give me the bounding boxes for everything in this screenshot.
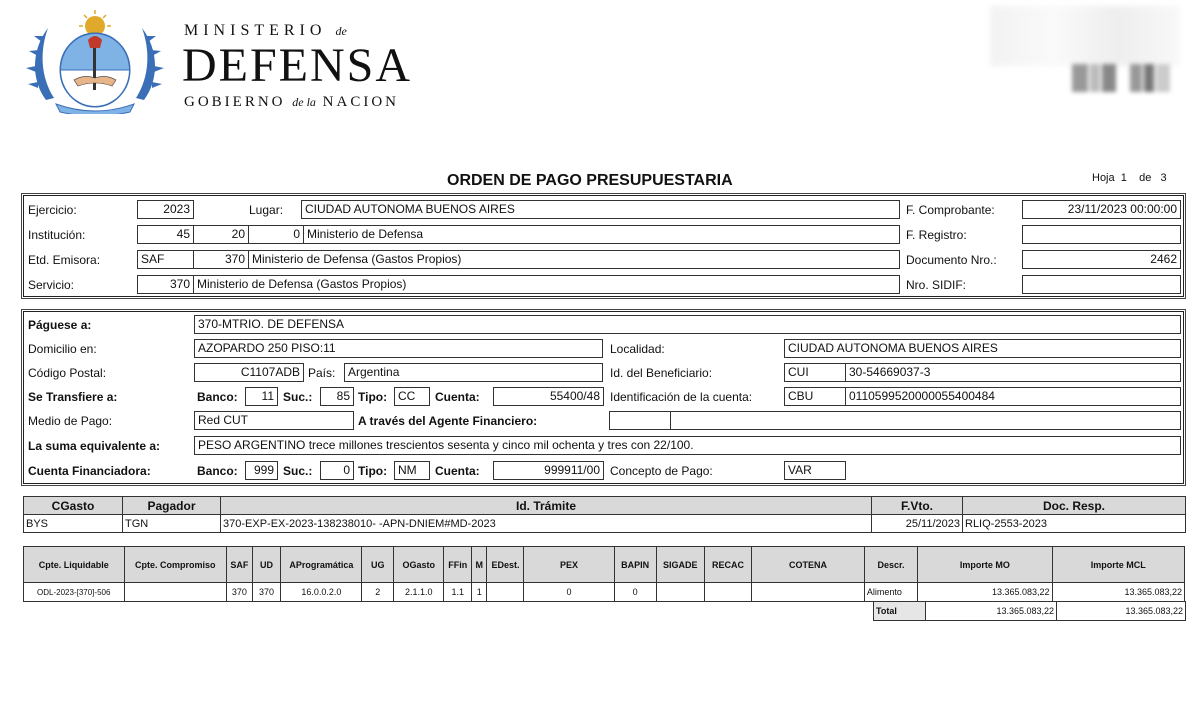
id-beneficiario-field: 30-54669037-3 (845, 363, 1181, 382)
org-line-3-a: GOBIERNO (184, 94, 286, 110)
imputacion-header-row (24, 547, 1185, 583)
th-id-tramite: Id. Trámite (221, 497, 872, 515)
cell-ud: 370 (252, 583, 281, 602)
th-recac: RECAC (704, 547, 751, 583)
cell-ogasto: 2.1.1.0 (394, 583, 444, 602)
org-line-3-c: NACION (322, 94, 400, 110)
lugar-field: CIUDAD AUTONOMA BUENOS AIRES (301, 200, 900, 219)
f-registro-field (1022, 225, 1181, 244)
total-table (873, 601, 1186, 621)
org-line-3 (184, 94, 399, 111)
id-beneficiario-label: Id. del Beneficiario: (610, 366, 713, 380)
th-ud: UD (252, 547, 281, 583)
cf-cuenta-label: Cuenta: (435, 464, 480, 478)
lugar-label: Lugar: (249, 203, 284, 217)
documento-field: 2462 (1022, 250, 1181, 269)
cell-cpte-compromiso (124, 583, 227, 602)
org-line-1-suffix: de (335, 24, 347, 38)
cell-pex: 0 (524, 583, 614, 602)
documento-label: Documento Nro.: (906, 253, 997, 267)
paguese-field: 370-MTRIO. DE DEFENSA (194, 315, 1181, 334)
cell-id-tramite: 370-EXP-EX-2023-138238010- -APN-DNIEM#MD-2023 (221, 515, 872, 533)
th-doc-resp: Doc. Resp. (963, 497, 1186, 515)
cell-f-vto: 25/11/2023 (872, 515, 963, 533)
total-importe-mo: 13.365.083,22 (926, 602, 1057, 621)
cell-descr: Alimento (864, 583, 917, 602)
imputacion-table (23, 546, 1185, 602)
etd-label: Etd. Emisora: (28, 253, 101, 267)
tipo-label: Tipo: (358, 390, 388, 404)
th-edest: EDest. (487, 547, 524, 583)
cuenta-financiadora-label: Cuenta Financiadora: (28, 464, 151, 478)
id-cuenta-type: CBU (784, 387, 846, 406)
ejercicio-field: 2023 (137, 200, 194, 219)
org-line-3-b: de la (292, 95, 316, 109)
suc-field: 85 (320, 387, 354, 406)
de-label: de (1139, 172, 1152, 184)
institucion-c: 0 (248, 225, 304, 244)
cell-ffin: 1.1 (444, 583, 472, 602)
concepto-field: VAR (784, 461, 846, 480)
cf-suc-label: Suc.: (283, 464, 313, 478)
pais-field: Argentina (344, 363, 603, 382)
agente-label: A través del Agente Financiero: (358, 414, 538, 428)
th-ogasto: OGasto (394, 547, 444, 583)
tramite-header-row (24, 497, 1186, 515)
transfiere-label: Se Transfiere a: (28, 390, 118, 404)
servicio-label: Servicio: (28, 278, 75, 292)
id-cuenta-label: Identificación de la cuenta: (610, 390, 753, 404)
servicio-name: Ministerio de Defensa (Gastos Propios) (193, 275, 900, 294)
org-line-2: DEFENSA (182, 39, 413, 92)
th-cotena: COTENA (752, 547, 865, 583)
sidif-field (1022, 275, 1181, 294)
domicilio-label: Domicilio en: (28, 342, 97, 356)
th-pagador: Pagador (123, 497, 221, 515)
cell-edest (487, 583, 524, 602)
agente-field-a (609, 411, 671, 430)
cuenta-field: 55400/48 (493, 387, 604, 406)
etd-a: SAF (137, 250, 194, 269)
cell-aprogramatica: 16.0.0.2.0 (281, 583, 362, 602)
institucion-a: 45 (137, 225, 194, 244)
medio-pago-field: Red CUT (194, 411, 354, 430)
cf-cuenta-field: 999911/00 (493, 461, 604, 480)
document-title: ORDEN DE PAGO PRESUPUESTARIA (447, 172, 733, 189)
cf-banco-field: 999 (245, 461, 278, 480)
cf-tipo-label: Tipo: (358, 464, 388, 478)
f-comprobante-field: 23/11/2023 00:00:00 (1022, 200, 1181, 219)
cell-importe-mcl: 13.365.083,22 (1052, 583, 1184, 602)
cell-doc-resp: RLIQ-2553-2023 (963, 515, 1186, 533)
coat-of-arms-icon (26, 10, 164, 114)
f-registro-label: F. Registro: (906, 228, 967, 242)
pais-label: País: (308, 366, 336, 380)
cuenta-label: Cuenta: (435, 390, 480, 404)
hoja-label: Hoja (1092, 172, 1115, 184)
banco-field: 11 (245, 387, 278, 406)
org-line-1-text: MINISTERIO (184, 22, 327, 39)
th-pex: PEX (524, 547, 614, 583)
localidad-field: CIUDAD AUTONOMA BUENOS AIRES (784, 339, 1181, 358)
servicio-code: 370 (137, 275, 194, 294)
th-ffin: FFin (444, 547, 472, 583)
cell-pagador: TGN (123, 515, 221, 533)
table-row (24, 583, 1185, 602)
cell-sigade (656, 583, 704, 602)
sidif-label: Nro. SIDIF: (906, 278, 967, 292)
agente-field-b (670, 411, 1181, 430)
cell-importe-mo: 13.365.083,22 (918, 583, 1052, 602)
org-line-1 (184, 22, 347, 40)
id-beneficiario-type: CUI (784, 363, 846, 382)
institucion-name: Ministerio de Defensa (303, 225, 900, 244)
cell-recac (704, 583, 751, 602)
etd-name: Ministerio de Defensa (Gastos Propios) (248, 250, 900, 269)
medio-pago-label: Medio de Pago: (28, 414, 113, 428)
domicilio-field: AZOPARDO 250 PISO:11 (194, 339, 603, 358)
f-comprobante-label: F. Comprobante: (906, 203, 995, 217)
etd-b: 370 (193, 250, 249, 269)
redacted-barcode (1072, 64, 1172, 92)
th-f-vto: F.Vto. (872, 497, 963, 515)
th-descr: Descr. (864, 547, 917, 583)
ejercicio-label: Ejercicio: (28, 203, 77, 217)
cf-banco-label: Banco: (197, 464, 238, 478)
cell-m: 1 (472, 583, 487, 602)
th-bapin: BAPIN (614, 547, 656, 583)
cell-cgasto: BYS (24, 515, 123, 533)
hoja-total: 3 (1160, 172, 1167, 184)
cell-saf: 370 (227, 583, 253, 602)
th-m: M (472, 547, 487, 583)
localidad-label: Localidad: (610, 342, 665, 356)
tramite-table (23, 496, 1186, 533)
table-row (24, 515, 1186, 533)
page-indicator (1092, 172, 1167, 184)
suma-label: La suma equivalente a: (28, 439, 161, 453)
banco-label: Banco: (197, 390, 238, 404)
total-row (874, 602, 1186, 621)
coat-of-arms-logo (26, 10, 164, 114)
th-importe-mo: Importe MO (918, 547, 1052, 583)
th-cgasto: CGasto (24, 497, 123, 515)
hoja-num: 1 (1120, 172, 1127, 184)
total-label: Total (874, 602, 926, 621)
concepto-label: Concepto de Pago: (610, 464, 713, 478)
th-cpte-liquidable: Cpte. Liquidable (24, 547, 125, 583)
suc-label: Suc.: (283, 390, 313, 404)
cp-label: Código Postal: (28, 366, 107, 380)
cf-tipo-field: NM (394, 461, 430, 480)
th-saf: SAF (227, 547, 253, 583)
redacted-stamp (990, 6, 1180, 66)
th-cpte-compromiso: Cpte. Compromiso (124, 547, 227, 583)
tipo-field: CC (394, 387, 430, 406)
th-importe-mcl: Importe MCL (1052, 547, 1184, 583)
th-ug: UG (362, 547, 394, 583)
suma-field: PESO ARGENTINO trece millones trescientos sesenta y cinco mil ochenta y tres con 22/100. (194, 436, 1181, 455)
th-sigade: SIGADE (656, 547, 704, 583)
cell-ug: 2 (362, 583, 394, 602)
institucion-b: 20 (193, 225, 249, 244)
total-importe-mcl: 13.365.083,22 (1057, 602, 1186, 621)
id-cuenta-field: 0110599520000055400484 (845, 387, 1181, 406)
cell-bapin: 0 (614, 583, 656, 602)
cell-cotena (752, 583, 865, 602)
paguese-label: Páguese a: (28, 318, 92, 332)
cell-cpte-liquidable: ODL-2023-[370]-506 (24, 583, 125, 602)
th-aprogramatica: AProgramática (281, 547, 362, 583)
cp-field: C1107ADB (194, 363, 304, 382)
institucion-label: Institución: (28, 228, 86, 242)
cf-suc-field: 0 (320, 461, 354, 480)
